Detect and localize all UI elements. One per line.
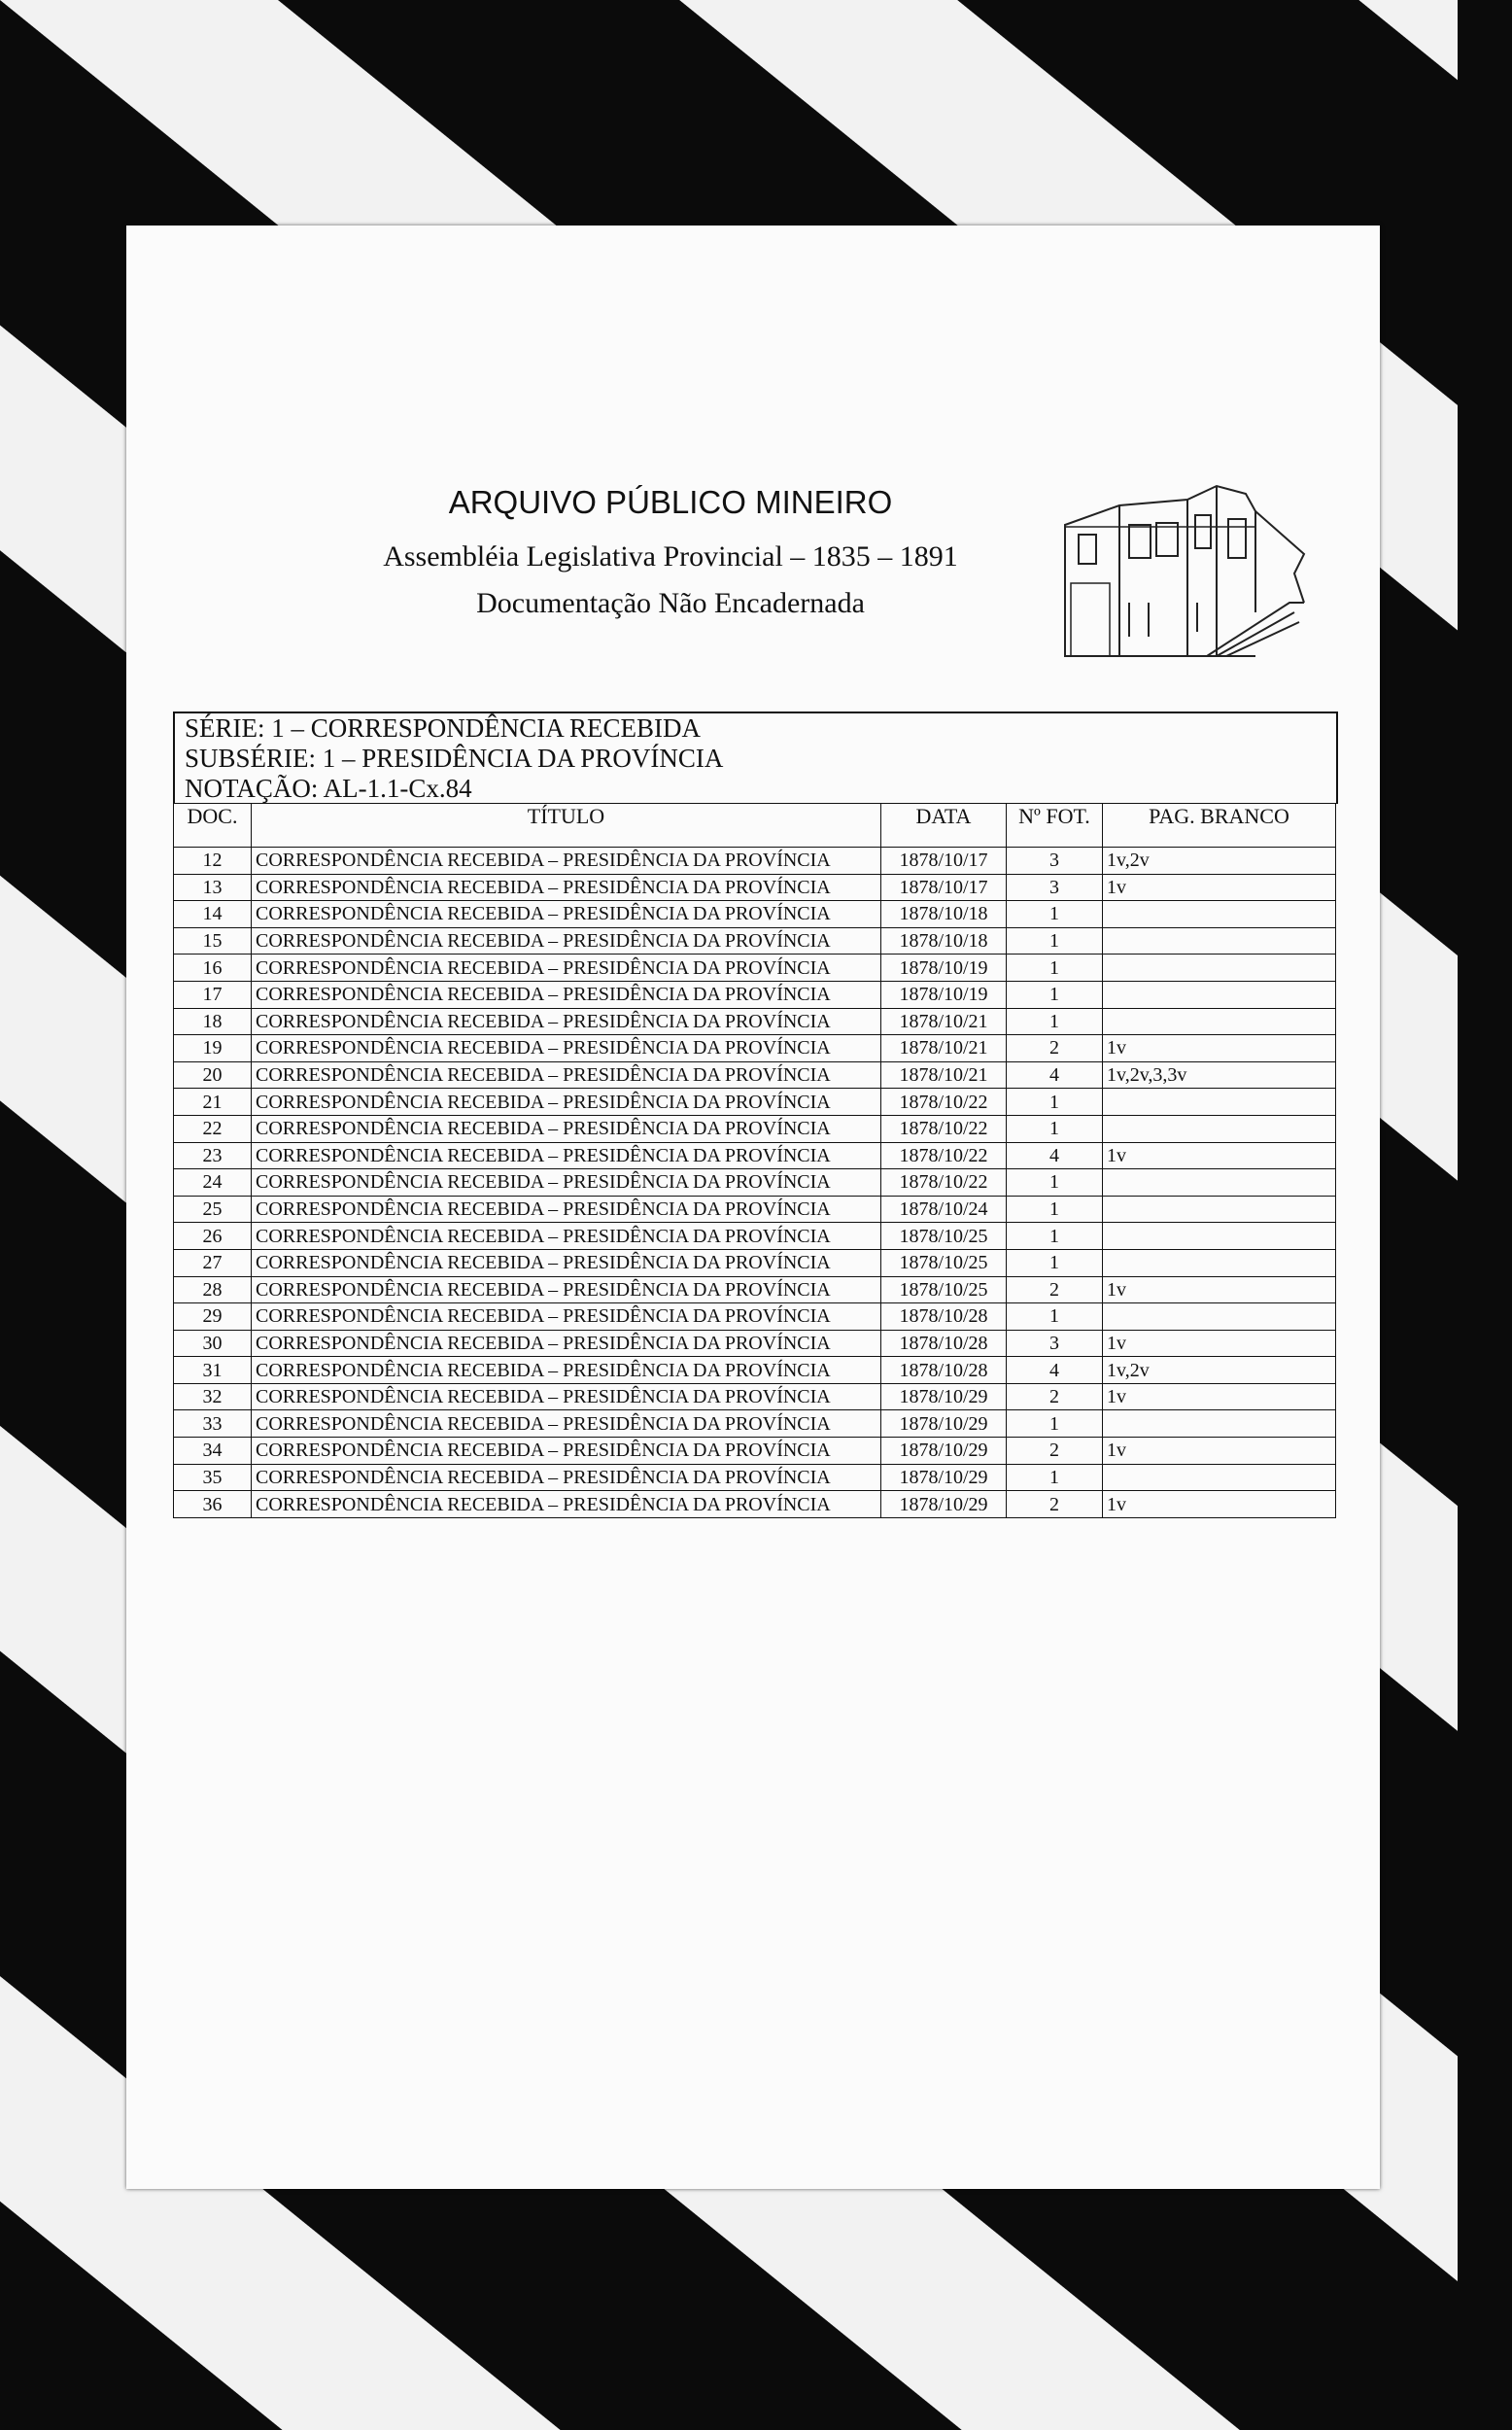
cell-blank-pages — [1103, 1115, 1336, 1142]
table-row — [174, 955, 1336, 982]
cell-photo-count: 2 — [1007, 1035, 1103, 1062]
cell-date: 1878/10/25 — [881, 1249, 1007, 1276]
cell-blank-pages: 1v — [1103, 1438, 1336, 1465]
cell-date: 1878/10/29 — [881, 1491, 1007, 1518]
table-row — [174, 1491, 1336, 1518]
cell-doc-number: 29 — [174, 1303, 252, 1331]
cell-doc-number: 21 — [174, 1089, 252, 1116]
cell-blank-pages — [1103, 1249, 1336, 1276]
cell-photo-count: 2 — [1007, 1383, 1103, 1410]
cell-photo-count: 3 — [1007, 1330, 1103, 1357]
cell-photo-count: 1 — [1007, 1303, 1103, 1331]
cell-date: 1878/10/29 — [881, 1410, 1007, 1438]
column-header-data: DATA — [881, 804, 1007, 848]
cell-title: CORRESPONDÊNCIA RECEBIDA – PRESIDÊNCIA DA PROVÍNCIA — [252, 848, 881, 875]
cell-blank-pages — [1103, 981, 1336, 1008]
cell-photo-count: 1 — [1007, 1410, 1103, 1438]
table-row — [174, 1357, 1336, 1384]
cell-blank-pages — [1103, 1008, 1336, 1035]
column-header-nfot: Nº FOT. — [1007, 804, 1103, 848]
cell-photo-count: 1 — [1007, 1249, 1103, 1276]
cell-date: 1878/10/22 — [881, 1089, 1007, 1116]
cell-title: CORRESPONDÊNCIA RECEBIDA – PRESIDÊNCIA DA PROVÍNCIA — [252, 1035, 881, 1062]
table-row — [174, 1035, 1336, 1062]
table-row — [174, 1438, 1336, 1465]
table-row — [174, 1169, 1336, 1197]
cell-title: CORRESPONDÊNCIA RECEBIDA – PRESIDÊNCIA DA PROVÍNCIA — [252, 1196, 881, 1223]
cell-doc-number: 23 — [174, 1142, 252, 1169]
cell-date: 1878/10/21 — [881, 1035, 1007, 1062]
column-header-pag-branco: PAG. BRANCO — [1103, 804, 1336, 848]
cell-title: CORRESPONDÊNCIA RECEBIDA – PRESIDÊNCIA DA PROVÍNCIA — [252, 1464, 881, 1491]
cell-date: 1878/10/28 — [881, 1357, 1007, 1384]
cell-date: 1878/10/22 — [881, 1169, 1007, 1197]
table-row — [174, 1008, 1336, 1035]
cell-blank-pages: 1v — [1103, 1276, 1336, 1303]
notacao-line: NOTAÇÃO: AL-1.1-Cx.84 — [185, 774, 472, 803]
cell-date: 1878/10/19 — [881, 981, 1007, 1008]
table-row — [174, 1061, 1336, 1089]
cell-photo-count: 1 — [1007, 1196, 1103, 1223]
cell-date: 1878/10/28 — [881, 1303, 1007, 1331]
cell-title: CORRESPONDÊNCIA RECEBIDA – PRESIDÊNCIA DA PROVÍNCIA — [252, 1223, 881, 1250]
cell-date: 1878/10/17 — [881, 848, 1007, 875]
cell-blank-pages: 1v,2v,3,3v — [1103, 1061, 1336, 1089]
cell-date: 1878/10/17 — [881, 874, 1007, 901]
cell-doc-number: 31 — [174, 1357, 252, 1384]
cell-doc-number: 12 — [174, 848, 252, 875]
cell-doc-number: 34 — [174, 1438, 252, 1465]
assembly-subtitle: Assembléia Legislativa Provincial – 1835 – 1891 — [383, 540, 958, 573]
metadata-box — [173, 712, 1338, 804]
cell-title: CORRESPONDÊNCIA RECEBIDA – PRESIDÊNCIA DA PROVÍNCIA — [252, 927, 881, 955]
cell-photo-count: 1 — [1007, 955, 1103, 982]
cell-doc-number: 26 — [174, 1223, 252, 1250]
cell-doc-number: 16 — [174, 955, 252, 982]
cell-doc-number: 27 — [174, 1249, 252, 1276]
cell-title: CORRESPONDÊNCIA RECEBIDA – PRESIDÊNCIA DA PROVÍNCIA — [252, 955, 881, 982]
cell-blank-pages: 1v — [1103, 1035, 1336, 1062]
cell-title: CORRESPONDÊNCIA RECEBIDA – PRESIDÊNCIA DA PROVÍNCIA — [252, 1303, 881, 1331]
cell-photo-count: 1 — [1007, 1464, 1103, 1491]
cell-date: 1878/10/22 — [881, 1142, 1007, 1169]
cell-blank-pages: 1v — [1103, 874, 1336, 901]
cell-doc-number: 20 — [174, 1061, 252, 1089]
cell-title: CORRESPONDÊNCIA RECEBIDA – PRESIDÊNCIA DA PROVÍNCIA — [252, 874, 881, 901]
cell-doc-number: 25 — [174, 1196, 252, 1223]
cell-date: 1878/10/28 — [881, 1330, 1007, 1357]
cell-doc-number: 30 — [174, 1330, 252, 1357]
cell-date: 1878/10/29 — [881, 1464, 1007, 1491]
cell-date: 1878/10/18 — [881, 901, 1007, 928]
cell-doc-number: 32 — [174, 1383, 252, 1410]
cell-photo-count: 4 — [1007, 1142, 1103, 1169]
cell-title: CORRESPONDÊNCIA RECEBIDA – PRESIDÊNCIA DA PROVÍNCIA — [252, 981, 881, 1008]
table-row — [174, 927, 1336, 955]
subserie-line: SUBSÉRIE: 1 – PRESIDÊNCIA DA PROVÍNCIA — [185, 744, 724, 773]
table-row — [174, 1276, 1336, 1303]
cell-doc-number: 35 — [174, 1464, 252, 1491]
cell-doc-number: 22 — [174, 1115, 252, 1142]
cell-photo-count: 1 — [1007, 927, 1103, 955]
table-row — [174, 1303, 1336, 1331]
cell-blank-pages — [1103, 955, 1336, 982]
cell-date: 1878/10/29 — [881, 1383, 1007, 1410]
cell-date: 1878/10/21 — [881, 1008, 1007, 1035]
cell-title: CORRESPONDÊNCIA RECEBIDA – PRESIDÊNCIA DA PROVÍNCIA — [252, 1169, 881, 1197]
cell-photo-count: 4 — [1007, 1357, 1103, 1384]
cell-date: 1878/10/24 — [881, 1196, 1007, 1223]
table-row — [174, 1410, 1336, 1438]
cell-title: CORRESPONDÊNCIA RECEBIDA – PRESIDÊNCIA DA PROVÍNCIA — [252, 1383, 881, 1410]
cell-photo-count: 3 — [1007, 848, 1103, 875]
cell-photo-count: 3 — [1007, 874, 1103, 901]
table-row — [174, 901, 1336, 928]
document-index-table — [173, 803, 1336, 1518]
cell-blank-pages — [1103, 1089, 1336, 1116]
cell-blank-pages — [1103, 1223, 1336, 1250]
cell-blank-pages: 1v — [1103, 1383, 1336, 1410]
cell-title: CORRESPONDÊNCIA RECEBIDA – PRESIDÊNCIA DA PROVÍNCIA — [252, 1357, 881, 1384]
cell-blank-pages — [1103, 901, 1336, 928]
column-header-doc: DOC. — [174, 804, 252, 848]
cell-title: CORRESPONDÊNCIA RECEBIDA – PRESIDÊNCIA DA PROVÍNCIA — [252, 1008, 881, 1035]
cell-doc-number: 17 — [174, 981, 252, 1008]
cell-photo-count: 1 — [1007, 1115, 1103, 1142]
cell-photo-count: 1 — [1007, 901, 1103, 928]
cell-title: CORRESPONDÊNCIA RECEBIDA – PRESIDÊNCIA DA PROVÍNCIA — [252, 901, 881, 928]
table-row — [174, 1383, 1336, 1410]
cell-title: CORRESPONDÊNCIA RECEBIDA – PRESIDÊNCIA DA PROVÍNCIA — [252, 1115, 881, 1142]
cell-title: CORRESPONDÊNCIA RECEBIDA – PRESIDÊNCIA DA PROVÍNCIA — [252, 1142, 881, 1169]
table-row — [174, 1196, 1336, 1223]
cell-blank-pages — [1103, 1464, 1336, 1491]
cell-doc-number: 15 — [174, 927, 252, 955]
cell-title: CORRESPONDÊNCIA RECEBIDA – PRESIDÊNCIA DA PROVÍNCIA — [252, 1491, 881, 1518]
column-header-titulo: TÍTULO — [252, 804, 881, 848]
cell-doc-number: 33 — [174, 1410, 252, 1438]
table-row — [174, 1249, 1336, 1276]
table-row — [174, 1464, 1336, 1491]
cell-doc-number: 18 — [174, 1008, 252, 1035]
cell-photo-count: 4 — [1007, 1061, 1103, 1089]
cell-photo-count: 1 — [1007, 1223, 1103, 1250]
cell-photo-count: 1 — [1007, 1169, 1103, 1197]
cell-photo-count: 1 — [1007, 1008, 1103, 1035]
cell-doc-number: 36 — [174, 1491, 252, 1518]
cell-title: CORRESPONDÊNCIA RECEBIDA – PRESIDÊNCIA DA PROVÍNCIA — [252, 1249, 881, 1276]
cell-title: CORRESPONDÊNCIA RECEBIDA – PRESIDÊNCIA DA PROVÍNCIA — [252, 1330, 881, 1357]
table-row — [174, 874, 1336, 901]
cell-date: 1878/10/21 — [881, 1061, 1007, 1089]
table-row — [174, 1089, 1336, 1116]
cell-blank-pages: 1v — [1103, 1142, 1336, 1169]
table-row — [174, 1115, 1336, 1142]
cell-doc-number: 14 — [174, 901, 252, 928]
cell-photo-count: 2 — [1007, 1491, 1103, 1518]
archive-name: ARQUIVO PÚBLICO MINEIRO — [448, 484, 893, 520]
serie-line: SÉRIE: 1 – CORRESPONDÊNCIA RECEBIDA — [185, 713, 702, 743]
table-row — [174, 1142, 1336, 1169]
cell-photo-count: 2 — [1007, 1276, 1103, 1303]
cell-doc-number: 13 — [174, 874, 252, 901]
documentation-subtitle: Documentação Não Encadernada — [476, 587, 865, 619]
cell-title: CORRESPONDÊNCIA RECEBIDA – PRESIDÊNCIA DA PROVÍNCIA — [252, 1089, 881, 1116]
cell-date: 1878/10/25 — [881, 1223, 1007, 1250]
cell-date: 1878/10/22 — [881, 1115, 1007, 1142]
cell-blank-pages: 1v — [1103, 1330, 1336, 1357]
cell-title: CORRESPONDÊNCIA RECEBIDA – PRESIDÊNCIA DA PROVÍNCIA — [252, 1276, 881, 1303]
cell-photo-count: 1 — [1007, 1089, 1103, 1116]
table-body — [174, 848, 1336, 1518]
building-logo — [1061, 467, 1312, 669]
table-row — [174, 848, 1336, 875]
cell-title: CORRESPONDÊNCIA RECEBIDA – PRESIDÊNCIA DA PROVÍNCIA — [252, 1061, 881, 1089]
cell-doc-number: 28 — [174, 1276, 252, 1303]
cell-date: 1878/10/18 — [881, 927, 1007, 955]
cell-blank-pages — [1103, 1410, 1336, 1438]
table-row — [174, 981, 1336, 1008]
cell-blank-pages: 1v,2v — [1103, 848, 1336, 875]
table-header-row — [174, 804, 1336, 848]
cell-date: 1878/10/25 — [881, 1276, 1007, 1303]
cell-blank-pages — [1103, 927, 1336, 955]
table-row — [174, 1330, 1336, 1357]
cell-blank-pages — [1103, 1303, 1336, 1331]
table-row — [174, 1223, 1336, 1250]
cell-photo-count: 2 — [1007, 1438, 1103, 1465]
cell-doc-number: 19 — [174, 1035, 252, 1062]
cell-blank-pages — [1103, 1169, 1336, 1197]
cell-date: 1878/10/19 — [881, 955, 1007, 982]
cell-title: CORRESPONDÊNCIA RECEBIDA – PRESIDÊNCIA DA PROVÍNCIA — [252, 1438, 881, 1465]
cell-blank-pages: 1v — [1103, 1491, 1336, 1518]
cell-photo-count: 1 — [1007, 981, 1103, 1008]
cell-doc-number: 24 — [174, 1169, 252, 1197]
cell-title: CORRESPONDÊNCIA RECEBIDA – PRESIDÊNCIA DA PROVÍNCIA — [252, 1410, 881, 1438]
cell-blank-pages — [1103, 1196, 1336, 1223]
cell-blank-pages: 1v,2v — [1103, 1357, 1336, 1384]
cell-date: 1878/10/29 — [881, 1438, 1007, 1465]
